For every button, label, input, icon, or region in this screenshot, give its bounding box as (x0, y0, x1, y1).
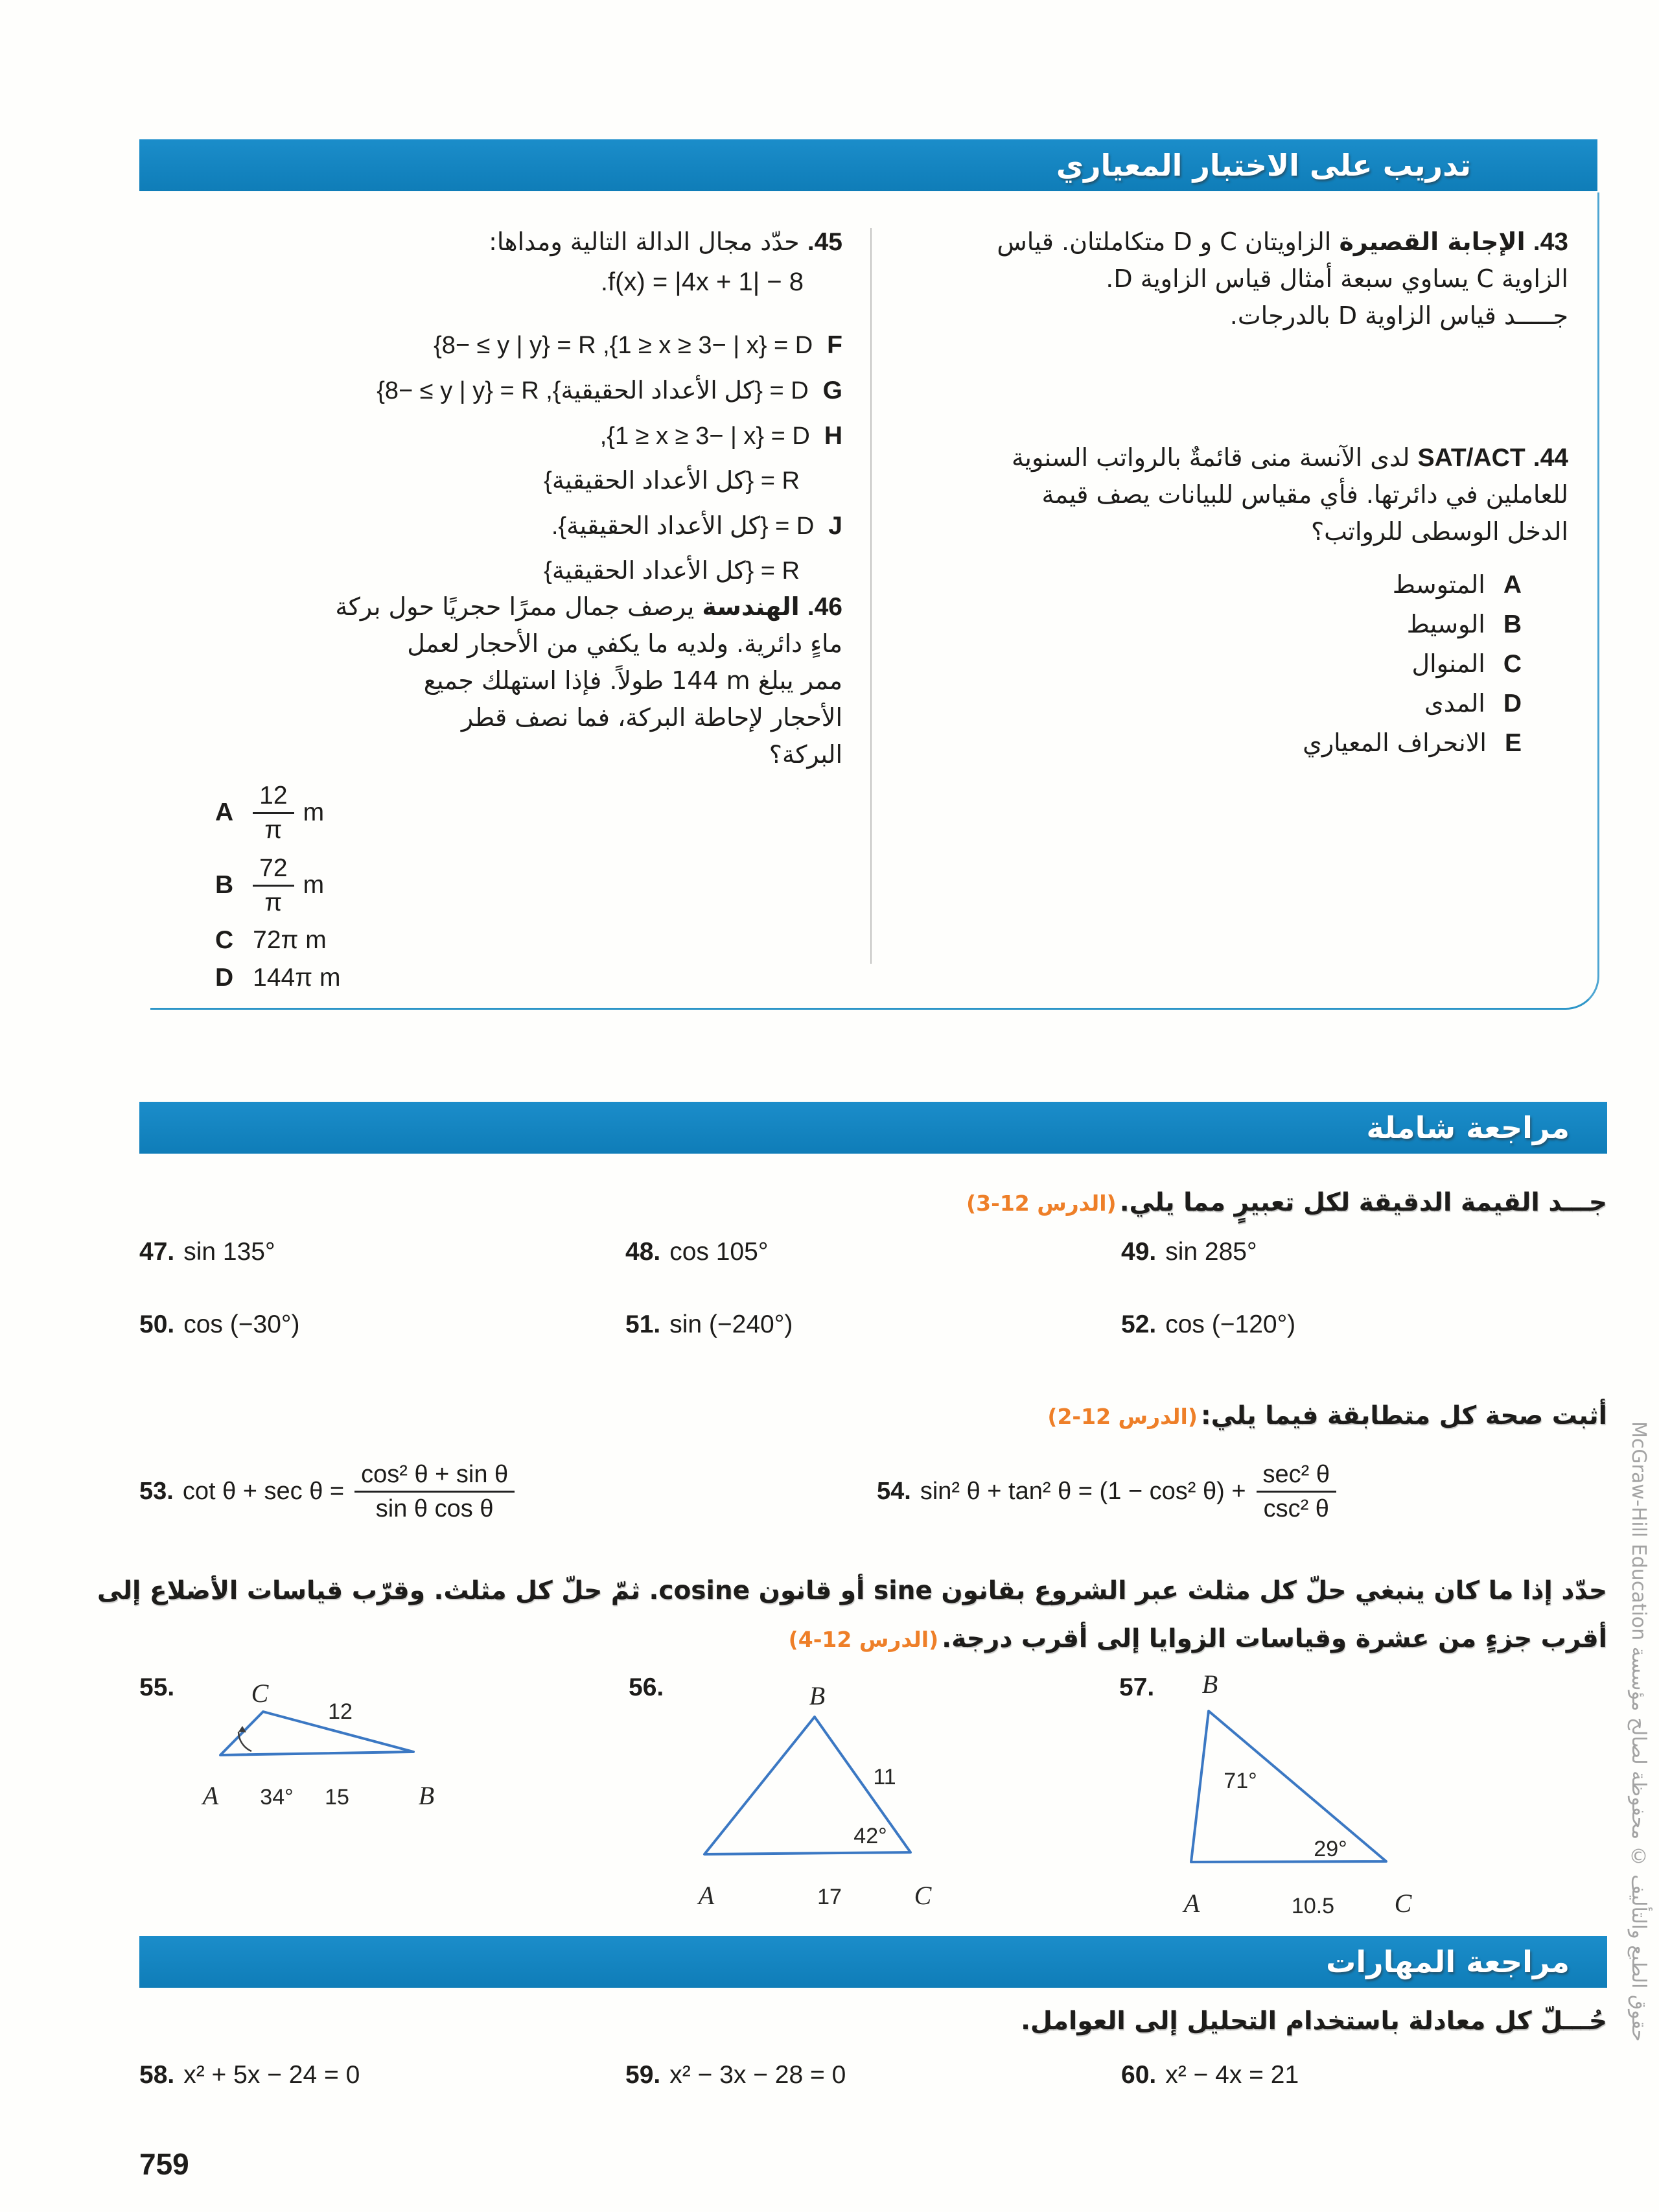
option-text: 144π m (253, 964, 341, 992)
problem-46-line3: ممر يبلغ ‪144 m‬ طولاً. فإذا استهلك جميع (423, 666, 842, 695)
option-unit: m (303, 871, 325, 899)
problem-expression: cos (−30°) (183, 1310, 300, 1338)
problem-expression: x² − 4x = 21 (1165, 2061, 1299, 2089)
vertex-label-C: C (1394, 1889, 1412, 1918)
option-44-A (901, 565, 1522, 605)
banner-comprehensive-review (139, 1102, 1607, 1154)
option-44-C (901, 644, 1522, 684)
problems-row-50-52 (139, 1310, 1607, 1349)
problem-expression: cos (−120°) (1165, 1310, 1296, 1338)
banner-title-skills-review: مراجعة المهارات (1326, 1944, 1570, 1979)
vertex-label-C: C (251, 1679, 269, 1708)
triangle-56-figure (674, 1671, 985, 1914)
problems-row-53-54 (139, 1460, 1607, 1557)
problem-43-line1: الزاويتان C و D متكاملتان. قياس (997, 227, 1332, 256)
problem-43-line3: جـــــد قياس الزاوية D بالدرجات. (1229, 301, 1568, 330)
fraction-denominator: csc² θ (1257, 1491, 1336, 1524)
problem-expression: x² − 3x − 28 = 0 (669, 2061, 846, 2089)
problem-43-number: 43. (1533, 228, 1568, 256)
problem-number: 52. (1121, 1310, 1157, 1338)
problem-number: 53. (139, 1478, 174, 1505)
option-unit: m (303, 798, 325, 826)
option-44-B (901, 605, 1522, 644)
side-label-10-5: 10.5 (1291, 1894, 1335, 1918)
problem-46 (156, 588, 842, 773)
problem-44-line2: للعاملين في دائرتها. فأي مقياس للبيانات يصف قيمة (1041, 480, 1568, 509)
option-letter: H (824, 422, 842, 450)
vertex-label-A: A (1183, 1889, 1200, 1918)
option-letter: E (1504, 729, 1522, 757)
problem-number: 60. (1121, 2061, 1157, 2089)
problem-number: 48. (625, 1238, 661, 1266)
option-44-E (901, 723, 1522, 763)
side-label-12: 12 (328, 1699, 353, 1724)
problem-55-number: 55. (139, 1673, 175, 1701)
problem-46-number: 46. (807, 593, 842, 621)
option-letter: C (215, 926, 234, 954)
option-45-H-cont: {كل الأعداد الحقيقية} = R (544, 467, 800, 495)
triangle-shape (1191, 1711, 1386, 1862)
side-label-17: 17 (817, 1885, 842, 1909)
instruction-exact-values (139, 1188, 1607, 1217)
fraction-numerator: cos² θ + sin θ (361, 1461, 509, 1488)
problem-46-line1: يرصف جمال ممرًا حجريًا حول بركة (335, 592, 695, 621)
problem-number: 59. (625, 2061, 661, 2089)
banner-skills-review (139, 1936, 1607, 1988)
fraction-numerator: 72 (259, 854, 288, 882)
option-letter: B (1503, 611, 1522, 638)
instruction-solve-by-factoring (139, 2007, 1607, 2036)
problem-43-line2: الزاوية C يساوي سبعة أمثال قياس الزاوية D. (1106, 264, 1568, 293)
problem-expression: sin 135° (183, 1238, 275, 1266)
option-text: الوسيط (1406, 610, 1485, 638)
fraction (253, 854, 294, 918)
problem-48 (625, 1238, 768, 1266)
copyright-sidebar: حقوق الطبع والتأليف © محفوظة لصالح مؤسسة McGraw-Hill Education (1627, 1421, 1650, 2042)
side-label-11: 11 (873, 1765, 896, 1789)
problem-57-number: 57. (1119, 1673, 1155, 1701)
problem-59 (625, 2061, 846, 2090)
problem-54 (877, 1460, 1336, 1524)
angle-label-71: 71° (1224, 1769, 1257, 1793)
option-letter: F (827, 331, 842, 359)
problem-46-options (215, 776, 340, 997)
problem-expression: sin (−240°) (669, 1310, 793, 1338)
vertex-label-A: A (698, 1881, 715, 1910)
problem-46-line5: البركة؟ (769, 740, 842, 769)
instruction-text: حُـــلّ كل معادلة باستخدام التحليل إلى العوامل. (1021, 2007, 1607, 2036)
problem-49 (1121, 1238, 1257, 1266)
problem-number: 58. (139, 2061, 175, 2089)
instruction-law-of-sines-cosines (97, 1567, 1607, 1668)
banner-title-test-practice: تدريب على الاختبار المعياري (1056, 148, 1471, 183)
angle-label-29: 29° (1314, 1837, 1347, 1861)
option-letter: A (1503, 571, 1522, 599)
fraction (1257, 1460, 1336, 1524)
page-number: 759 (139, 2147, 189, 2181)
option-text: 72π m (253, 926, 327, 954)
vertex-label-B: B (809, 1681, 826, 1710)
option-45-G (156, 368, 842, 413)
instruction-line1: حدّد إذا ما كان ينبغي حلّ كل مثلث عبر الشروع بقانون sine أو قانون cosine. ثمّ حلّ كل مثلث. وقرّب قياسات الأضلاع إلى (97, 1576, 1607, 1605)
problem-45 (156, 224, 842, 261)
option-46-D (215, 959, 340, 997)
problem-43-keyword: الإجابة القصيرة (1339, 227, 1526, 256)
option-44-D (901, 684, 1522, 723)
option-letter: J (828, 512, 842, 540)
vertex-label-B: B (418, 1781, 435, 1810)
fraction-denominator: π (253, 885, 294, 918)
problem-43 (901, 224, 1568, 334)
problem-47 (139, 1238, 275, 1266)
vertex-label-A: A (202, 1781, 219, 1810)
problem-46-keyword: الهندسة (702, 592, 800, 621)
problems-row-58-60 (139, 2061, 1607, 2100)
problem-58 (139, 2061, 360, 2090)
problem-expression: cos 105° (669, 1238, 769, 1266)
option-45-F (156, 323, 842, 368)
option-letter: D (215, 964, 234, 992)
problem-number: 49. (1121, 1238, 1157, 1266)
lesson-reference: (الدرس 12-3) (966, 1191, 1117, 1216)
option-letter: B (215, 871, 234, 899)
banner-test-practice (139, 139, 1597, 191)
vertex-label-B: B (1201, 1670, 1218, 1699)
problems-row-47-49 (139, 1238, 1607, 1277)
fraction-numerator: 12 (259, 781, 288, 809)
angle-label-42: 42° (853, 1824, 887, 1848)
problem-44-line3: الدخل الوسطى للرواتب؟ (1310, 517, 1568, 546)
problem-45-equation: .f(x) = |4x + 1| − 8 (600, 268, 804, 296)
problem-expression: sin² θ + tan² θ = (1 − cos² θ) + (920, 1478, 1246, 1505)
fraction-numerator: sec² θ (1262, 1461, 1330, 1488)
problem-45-number: 45. (807, 228, 842, 256)
instruction-text: جـــد القيمة الدقيقة لكل تعبيرٍ مما يلي. (1119, 1188, 1607, 1217)
fraction (354, 1460, 515, 1524)
lesson-reference: (الدرس 12-2) (1047, 1404, 1198, 1429)
option-letter: A (215, 798, 234, 826)
banner-title-comprehensive-review: مراجعة شاملة (1366, 1110, 1570, 1145)
option-46-A (215, 776, 340, 849)
problem-44 (901, 439, 1568, 550)
triangle-shape (220, 1712, 413, 1755)
option-math: {8− ≤ y | y} = R ,{1 ≥ x ≥ 3− | x} = D (434, 332, 813, 359)
vertex-label-C: C (914, 1881, 932, 1910)
fraction (253, 781, 294, 845)
angle-label-34: 34° (260, 1785, 294, 1810)
problem-number: 54. (877, 1478, 911, 1505)
problem-44-options (901, 565, 1568, 763)
problem-expression: x² + 5x − 24 = 0 (183, 2061, 360, 2089)
problem-44-keyword: SAT/ACT (1417, 444, 1526, 472)
fraction-denominator: π (253, 812, 294, 845)
option-math: .{كل الأعداد الحقيقية} = D (551, 513, 815, 540)
problem-50 (139, 1310, 299, 1339)
option-text: المتوسط (1392, 570, 1485, 599)
problem-expression: sin 285° (1165, 1238, 1257, 1266)
lesson-reference: (الدرس 12-4) (788, 1627, 939, 1652)
problem-56-number: 56. (629, 1673, 664, 1701)
problem-46-line2: ماءٍ دائرية. ولديه ما يكفي من الأحجار لعمل (407, 629, 842, 658)
problem-number: 47. (139, 1238, 175, 1266)
option-math: {8− ≤ y | y} = R ,{كل الأعداد الحقيقية} = D (377, 377, 809, 404)
problem-46-line4: الأحجار لإحاطة البركة، فما نصف قطر (461, 703, 842, 732)
problem-number: 51. (625, 1310, 661, 1338)
problem-44-line1: لدى الآنسة منى قائمةٌ بالرواتب السنوية (1012, 443, 1410, 472)
triangle-57-figure (1163, 1667, 1461, 1926)
problem-53 (139, 1460, 515, 1524)
problem-number: 50. (139, 1310, 175, 1338)
problem-45-line1: حدّد مجال الدالة التالية ومداها: (489, 227, 800, 256)
problem-44-number: 44. (1533, 444, 1568, 472)
problem-expression: cot θ + sec θ = (182, 1478, 345, 1505)
option-letter: C (1503, 650, 1522, 678)
instruction-text: أثبت صحة كل متطابقة فيما يلي: (1201, 1401, 1607, 1430)
problem-45-options (156, 323, 842, 594)
fraction-denominator: sin θ cos θ (354, 1491, 515, 1524)
instruction-verify-identities (139, 1401, 1607, 1430)
option-letter: G (822, 377, 842, 404)
option-text: المدى (1424, 689, 1485, 717)
option-45-J-cont: {كل الأعداد الحقيقية} = R (544, 557, 800, 585)
option-math: ,{1 ≥ x ≥ 3− | x} = D (599, 423, 810, 450)
option-46-B (215, 849, 340, 922)
option-45-H (156, 413, 842, 459)
option-text: المنوال (1411, 649, 1485, 678)
option-text: الانحراف المعياري (1303, 728, 1487, 757)
problem-60 (1121, 2061, 1299, 2090)
option-45-J (156, 504, 842, 549)
option-46-C (215, 922, 340, 959)
problem-52 (1121, 1310, 1295, 1339)
instruction-line2: أقرب جزءٍ من عشرة وقياسات الزوايا إلى أقرب درجة. (942, 1624, 1607, 1653)
side-label-15: 15 (325, 1785, 349, 1810)
column-divider (870, 228, 872, 964)
triangle-55-figure (178, 1677, 463, 1826)
option-letter: D (1503, 690, 1522, 717)
problem-51 (625, 1310, 793, 1339)
